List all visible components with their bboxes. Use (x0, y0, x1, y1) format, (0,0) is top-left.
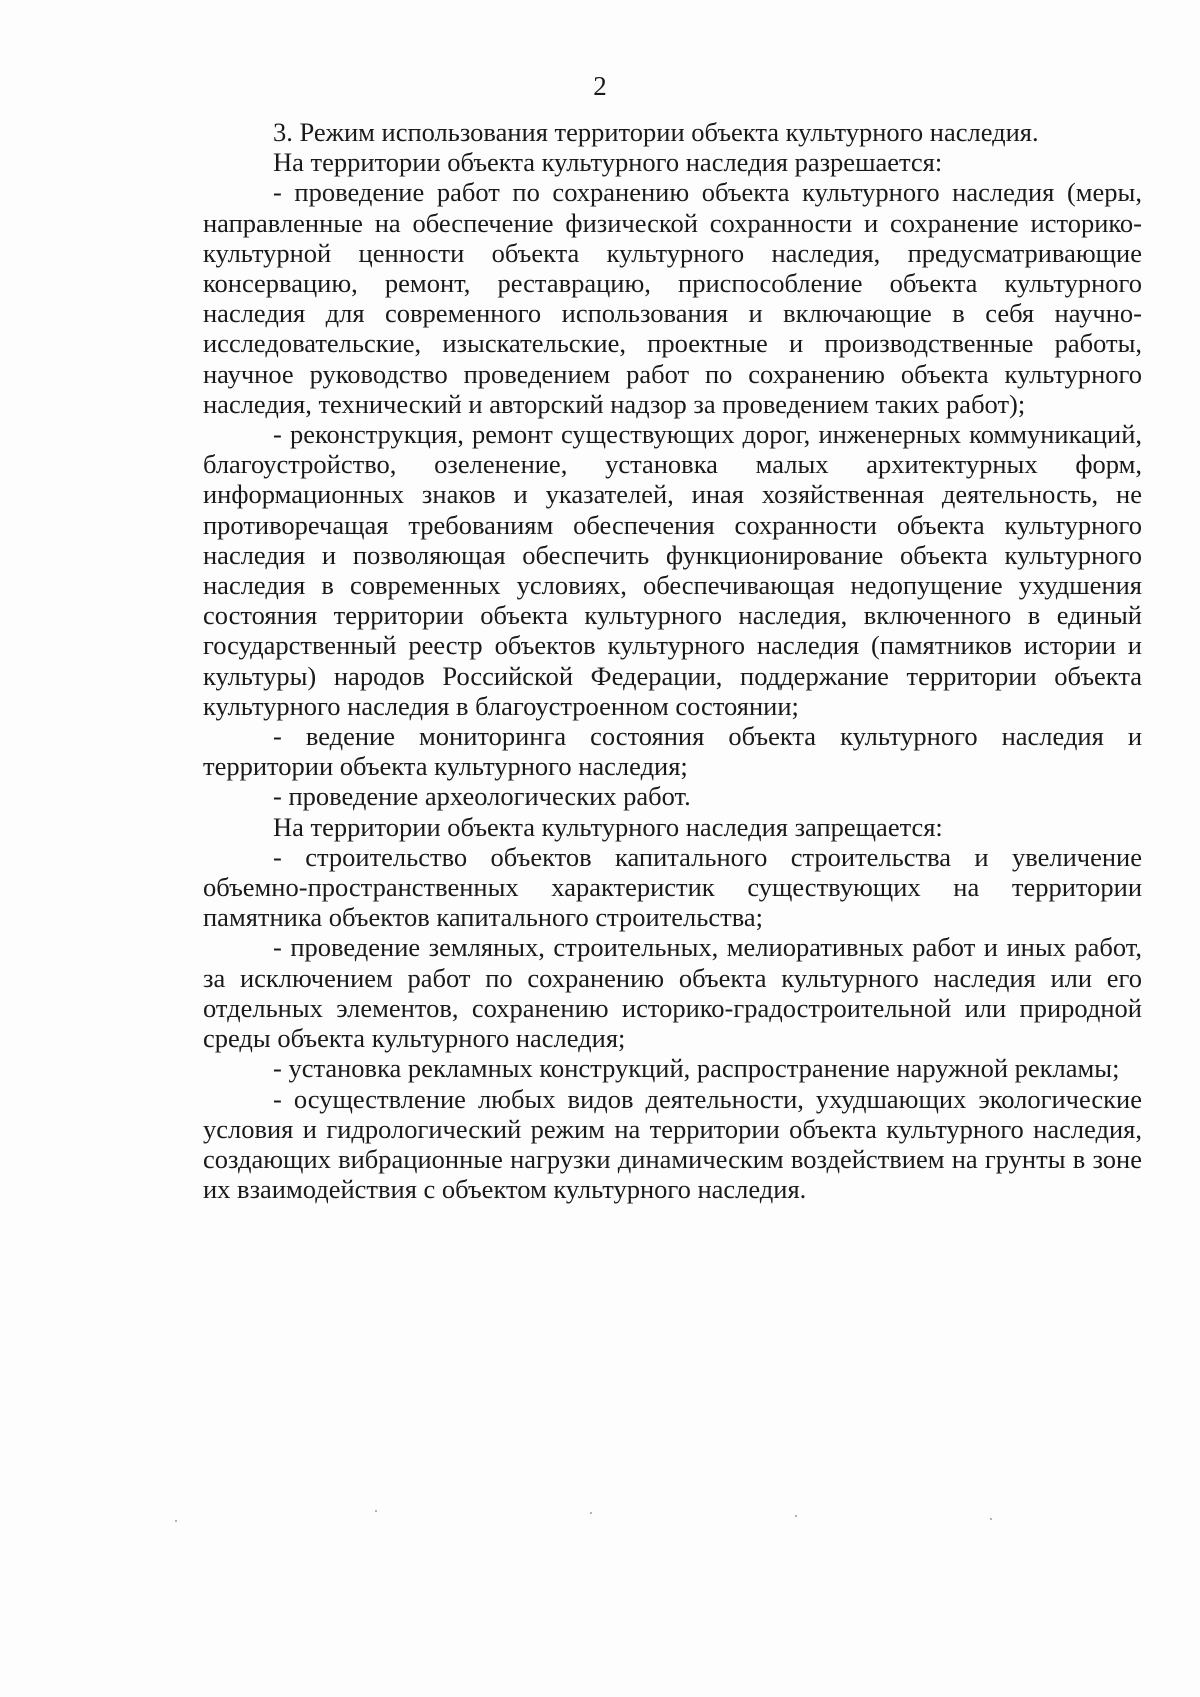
prohibited-item: - проведение земляных, строительных, мелиоративных работ и иных работ, за исключением работ по сохранению объекта культурного наследия или его отдельных элементов, сохранению историко-градостроительной или природной среды объекта культурного наследия; (203, 932, 1142, 1054)
scan-speck (795, 1515, 797, 1517)
scan-speck (375, 1510, 377, 1512)
page-number: 2 (593, 71, 607, 101)
prohibited-item: - осуществление любых видов деятельности, ухудшающих экологические условия и гидрологический режим на территории объекта культурного наследия, создающих вибрационные нагрузки динамическим воздействием на грунты в зоне их взаимодействия с объектом культурного наследия. (203, 1083, 1142, 1205)
prohibited-item: - установка рекламных конструкций, распространение наружной рекламы; (273, 1053, 1120, 1084)
scan-speck (990, 1518, 992, 1520)
prohibited-intro: На территории объекта культурного наследия запрещается: (273, 811, 943, 842)
permitted-item: - ведение мониторинга состояния объекта культурного наследия и территории объекта культурного наследия; (203, 721, 1142, 782)
document-body (203, 117, 1142, 1204)
prohibited-item: - строительство объектов капитального строительства и увеличение объемно-пространственных характеристик существующих на территории памятника объектов капитального строительства; (203, 841, 1142, 933)
permitted-item: - реконструкция, ремонт существующих дорог, инженерных коммуникаций, благоустройство, озеленение, установка малых архитектурных форм, информационных знаков и указателей, иная хозяйственная деятельность, не противоречащая требованиям обеспечения сохранности объекта культурного наследия и позволяющая обеспечить функционирование объекта культурного наследия в современных условиях, обеспечивающая недопущение ухудшения состояния территории объекта культурного наследия, включенного в единый государственный реестр объектов культурного наследия (памятников истории и культуры) народов Российской Федерации, поддержание территории объекта культурного наследия в благоустроенном состоянии; (203, 419, 1142, 721)
section-heading: 3. Режим использования территории объекта культурного наследия. (273, 117, 1039, 147)
scan-speck (175, 1520, 177, 1522)
permitted-item: - проведение работ по сохранению объекта культурного наследия (меры, направленные на обеспечение физической сохранности и сохранение историко-культурной ценности объекта культурного наследия, предусматривающие консервацию, ремонт, реставрацию, приспособление объекта культурного наследия для современного использования и включающие в себя научно-исследовательские, изыскательские, проектные и производственные работы, научное руководство проведением работ по сохранению объекта культурного наследия, технический и авторский надзор за проведением таких работ); (203, 177, 1142, 419)
permitted-intro: На территории объекта культурного наследия разрешается: (273, 147, 943, 178)
scan-speck (590, 1512, 592, 1514)
permitted-item: - проведение археологических работ. (273, 781, 691, 812)
